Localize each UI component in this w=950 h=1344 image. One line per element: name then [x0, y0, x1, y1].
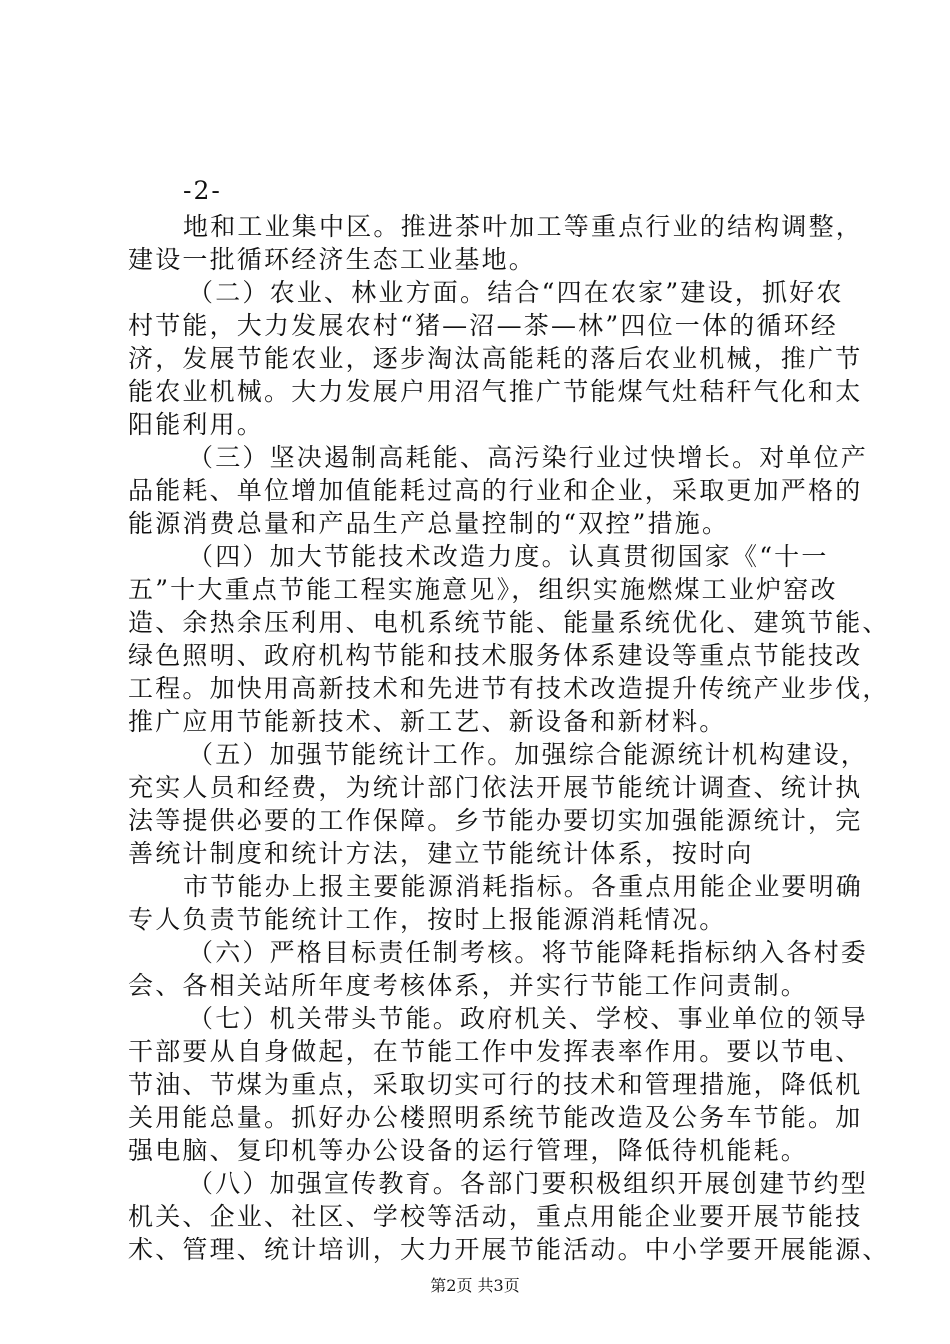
text-line: 善统计制度和统计方法，建立节能统计体系，按时向 [128, 839, 754, 868]
text-line: （六）严格目标责任制考核。将节能降耗指标纳入各村委 [188, 938, 869, 967]
text-line: 造、余热余压利用、电机系统节能、能量系统优化、建筑节能、 [128, 608, 890, 637]
text-line: （二）农业、林业方面。结合“四在农家”建设，抓好农 [188, 278, 844, 307]
text-line: 能农业机械。大力发展户用沼气推广节能煤气灶秸秆气化和太 [128, 377, 863, 406]
text-line: 工程。加快用高新技术和先进节有技术改造提升传统产业步伐， [128, 674, 890, 703]
text-line: 推广应用节能新技术、新工艺、新设备和新材料。 [128, 707, 727, 736]
text-line: 能源消费总量和产品生产总量控制的“双控”措施。 [128, 509, 730, 538]
text-line: （五）加强节能统计工作。加强综合能源统计机构建设， [188, 740, 869, 769]
text-line: 会、各相关站所年度考核体系，并实行节能工作问责制。 [128, 971, 809, 1000]
text-line: 建设一批循环经济生态工业基地。 [128, 245, 537, 274]
text-line: 阳能利用。 [128, 410, 265, 439]
text-line: 节油、节煤为重点，采取切实可行的技术和管理措施，降低机 [128, 1070, 863, 1099]
text-line: （四）加大节能技术改造力度。认真贯彻国家《“十一 [188, 542, 829, 571]
text-line: 法等提供必要的工作保障。乡节能办要切实加强能源统计，完 [128, 806, 863, 835]
page-footer: 第2页 共3页 [430, 1276, 520, 1295]
text-line: 品能耗、单位增加值能耗过高的行业和企业，采取更加严格的 [128, 476, 863, 505]
text-line: 关用能总量。抓好办公楼照明系统节能改造及公务车节能。加 [128, 1103, 863, 1132]
text-line: 村节能，大力发展农村“猪—沼—茶—林”四位一体的循环经 [128, 311, 838, 340]
text-line: 市节能办上报主要能源消耗指标。各重点用能企业要明确 [183, 872, 864, 901]
text-line: 绿色照明、政府机构节能和技术服务体系建设等重点节能技改 [128, 641, 863, 670]
page-marker: -2- [183, 176, 222, 205]
text-line: 五”十大重点节能工程实施意见》，组织实施燃煤工业炉窑改 [128, 575, 838, 604]
text-line: 充实人员和经费，为统计部门依法开展节能统计调查、统计执 [128, 773, 863, 802]
text-line: 地和工业集中区。推进茶叶加工等重点行业的结构调整， [183, 212, 864, 241]
text-line: 机关、企业、社区、学校等活动，重点用能企业要开展节能技 [128, 1202, 863, 1231]
text-line: 济，发展节能农业，逐步淘汰高能耗的落后农业机械，推广节 [128, 344, 863, 373]
text-line: 强电脑、复印机等办公设备的运行管理，降低待机能耗。 [128, 1136, 809, 1165]
text-line: 专人负责节能统计工作，按时上报能源消耗情况。 [128, 905, 727, 934]
text-line: （七）机关带头节能。政府机关、学校、事业单位的领导 [188, 1004, 869, 1033]
text-line: （三）坚决遏制高耗能、高污染行业过快增长。对单位产 [188, 443, 869, 472]
text-line: （八）加强宣传教育。各部门要积极组织开展创建节约型 [188, 1169, 869, 1198]
text-line: 干部要从自身做起，在节能工作中发挥表率作用。要以节电、 [128, 1037, 863, 1066]
text-line: 术、管理、统计培训，大力开展节能活动。中小学要开展能源、 [128, 1235, 890, 1264]
